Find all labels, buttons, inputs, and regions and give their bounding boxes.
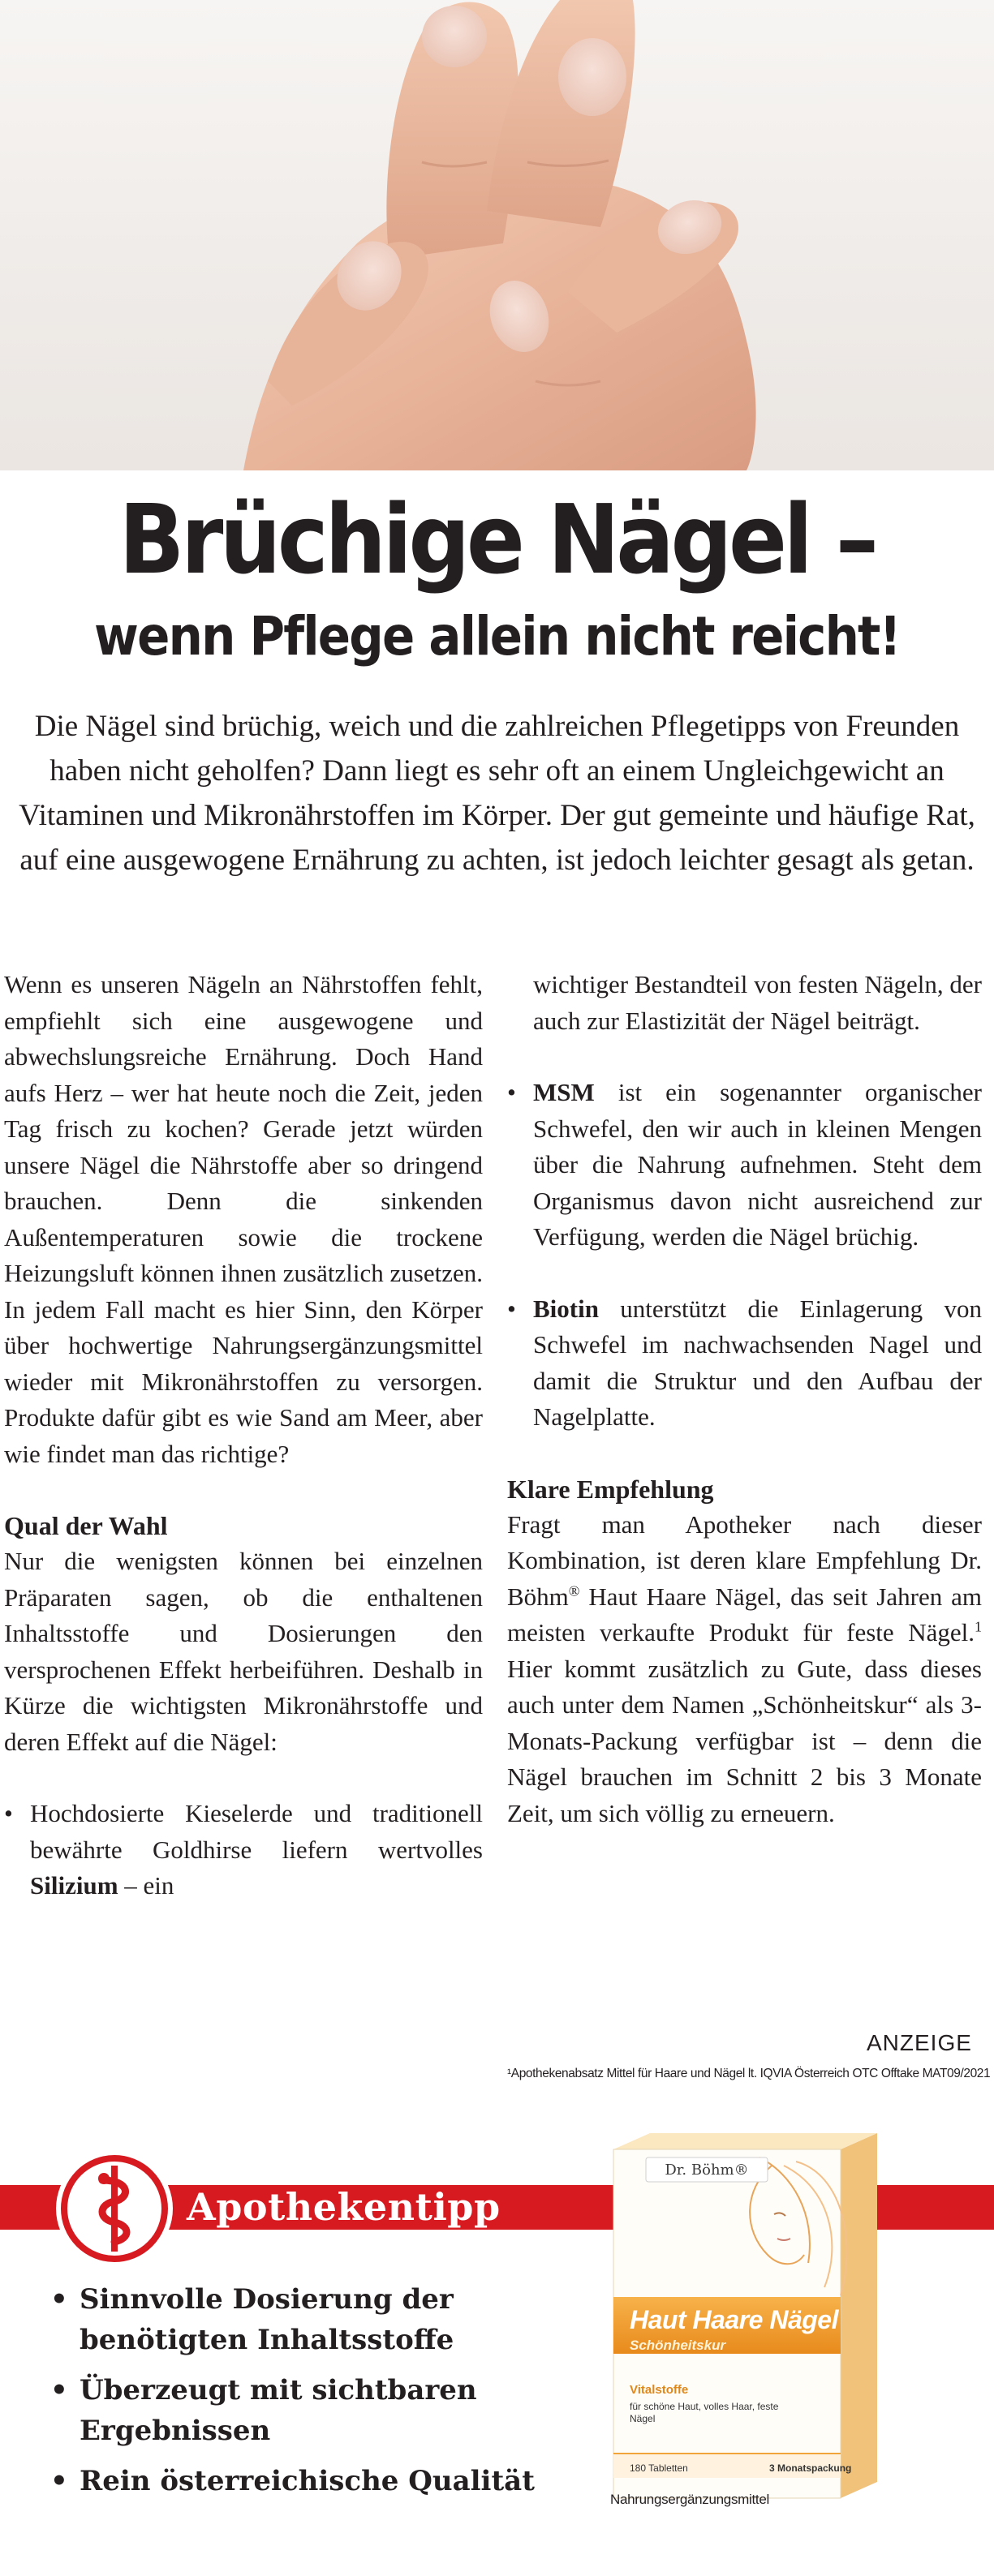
rec-text-1: Fragt man Apotheker nach dieser Kombination, ist deren klare Empfehlung Dr. Böhm — [507, 1509, 982, 1611]
bullet-icon: • — [507, 1078, 516, 1106]
headline — [0, 479, 994, 673]
list-item — [50, 2461, 618, 2501]
list-item-silizium — [4, 1796, 483, 1904]
footnote: ¹Apothekenabsatz Mittel für Haare und Nägel lt. IQVIA Österreich OTC Offtake MAT09/2021 — [507, 2067, 991, 2080]
bullet-text: ist ein sogenannter organischer Schwefel, den wir auch in kleinen Mengen über die Nahrung aufnehmen. Steht dem Organismus davon nicht ausreichend zur Verfügung, werden die Nägel brüchig. — [533, 1078, 982, 1251]
list-item — [50, 2279, 618, 2360]
tip-text: Sinnvolle Dosierung der benötigten Inhaltsstoffe — [80, 2283, 454, 2356]
list-item-biotin — [507, 1291, 982, 1436]
product-brand: Dr. Böhm® — [665, 2162, 749, 2179]
bullet-text-tail: – ein — [118, 1871, 174, 1900]
intro-paragraph: Wenn es unseren Nägeln an Nährstoffen fehlt, empfiehlt sich eine ausgewogene und abwechslungsreiche Ernährung. Doch Hand aufs Herz – wer hat heute noch die Zeit, jeden Tag frisch zu kochen? Gerade jetzt würden unsere Nägel die Nährstoffe aber so dringend brauchen. Denn die sinkenden Außentemperaturen sowie die trockene Heizungsluft können ihnen zusätzlich zusetzen. In jedem Fall macht es hier Sinn, den Körper über hochwertige Nahrungsergänzungsmittel wieder mit Mikronährstoffen zu versorgen. Produkte dafür gibt es wie Sand am Meer, aber wie findet man das richtige? — [4, 970, 483, 1468]
section-heading-klare-empfehlung: Klare Empfehlung — [507, 1474, 714, 1504]
banner-title: Apothekentipp — [187, 2185, 501, 2229]
page-subtitle: wenn Pflege allein nicht reicht! — [94, 605, 900, 668]
registered-mark: ® — [568, 1582, 580, 1599]
bullet-keyword-msm: MSM — [533, 1078, 595, 1106]
bullet-icon: • — [4, 1799, 13, 1827]
bullet-icon: • — [50, 2465, 68, 2497]
page-title: Brüchige Nägel – — [118, 483, 876, 595]
right-column — [507, 967, 982, 1867]
product-subname: Schönheitskur — [630, 2338, 726, 2353]
left-column — [4, 967, 483, 1940]
tip-text: Überzeugt mit sichtbaren Ergebnissen — [80, 2374, 477, 2447]
tips-list — [50, 2279, 618, 2511]
product-count: 180 Tabletten — [630, 2462, 688, 2474]
advertisement-label: ANZEIGE — [867, 2030, 972, 2055]
bullet-icon: • — [50, 2283, 68, 2316]
bullet-icon: • — [50, 2374, 68, 2406]
hand-illustration — [0, 0, 994, 470]
section-heading-qual-der-wahl: Qual der Wahl — [4, 1511, 168, 1540]
bullet-icon: • — [507, 1294, 516, 1323]
list-item-msm — [507, 1075, 982, 1256]
lead-paragraph: Die Nägel sind brüchig, weich und die zahlreichen Pflegetipps von Freunden haben nicht geholfen? Dann liegt es sehr oft an einem Ungleichgewicht an Vitaminen und Mikronährstoffen im Körper. Der gut gemeinte und häufige Rat, auf eine ausgewogene Ernährung zu achten, ist jedoch leichter gesagt als getan. — [19, 710, 975, 877]
recommendation-paragraph — [507, 1507, 982, 1832]
footnote-marker: 1 — [975, 1618, 982, 1635]
product-vital-label: Vitalstoffe — [630, 2383, 689, 2397]
section-paragraph-qual-der-wahl: Nur die wenigsten können bei einzelnen Präparaten sagen, ob die enthaltenen Inhaltsstoffe und Dosierungen den versprochenen Effekt herbeiführen. Deshalb in Kürze die wichtigsten Mikronährstoffe und deren Effekt auf die Nägel: — [4, 1547, 483, 1756]
bullet-text: Hochdosierte Kieselerde und traditionell bewährte Goldhirse liefern wertvolles — [30, 1799, 483, 1864]
pharmacy-snake-emblem-icon — [54, 2148, 175, 2269]
product-pack-size: 3 Monatspackung — [769, 2462, 852, 2474]
hero-photo-hand-nails — [0, 0, 994, 470]
list-item — [50, 2370, 618, 2451]
bullet-keyword-silizium: Silizium — [30, 1871, 118, 1900]
product-description: für schöne Haut, volles Haar, feste Nägel — [630, 2401, 779, 2424]
bullet-keyword-biotin: Biotin — [533, 1294, 599, 1323]
product-box — [597, 2125, 906, 2506]
bullet-text: unterstützt die Einlagerung von Schwefel im nachwachsenden Nagel und damit die Struktur und den Aufbau der Nagelplatte. — [533, 1294, 982, 1431]
product-caption: Nahrungsergänzungsmittel — [610, 2492, 769, 2507]
rec-text-2: Haut Haare Nägel, das seit Jahren am meisten verkaufte Produkt für feste Nägel. — [507, 1582, 982, 1646]
bullet-continuation: wichtiger Bestandteil von festen Nägeln, der auch zur Elastizität der Nägel beiträgt. — [533, 970, 982, 1035]
product-name: Haut Haare Nägel — [630, 2305, 838, 2334]
rec-text-3: Hier kommt zusätzlich zu Gute, dass dieses auch unter dem Namen „Schönheitskur“ als 3-Monats-Packung verfügbar ist – denn die Nägel brauchen im Schnitt 2 bis 3 Monate Zeit, um sich völlig zu erneuern. — [507, 1654, 982, 1827]
tip-text: Rein österreichische Qualität — [80, 2465, 535, 2497]
